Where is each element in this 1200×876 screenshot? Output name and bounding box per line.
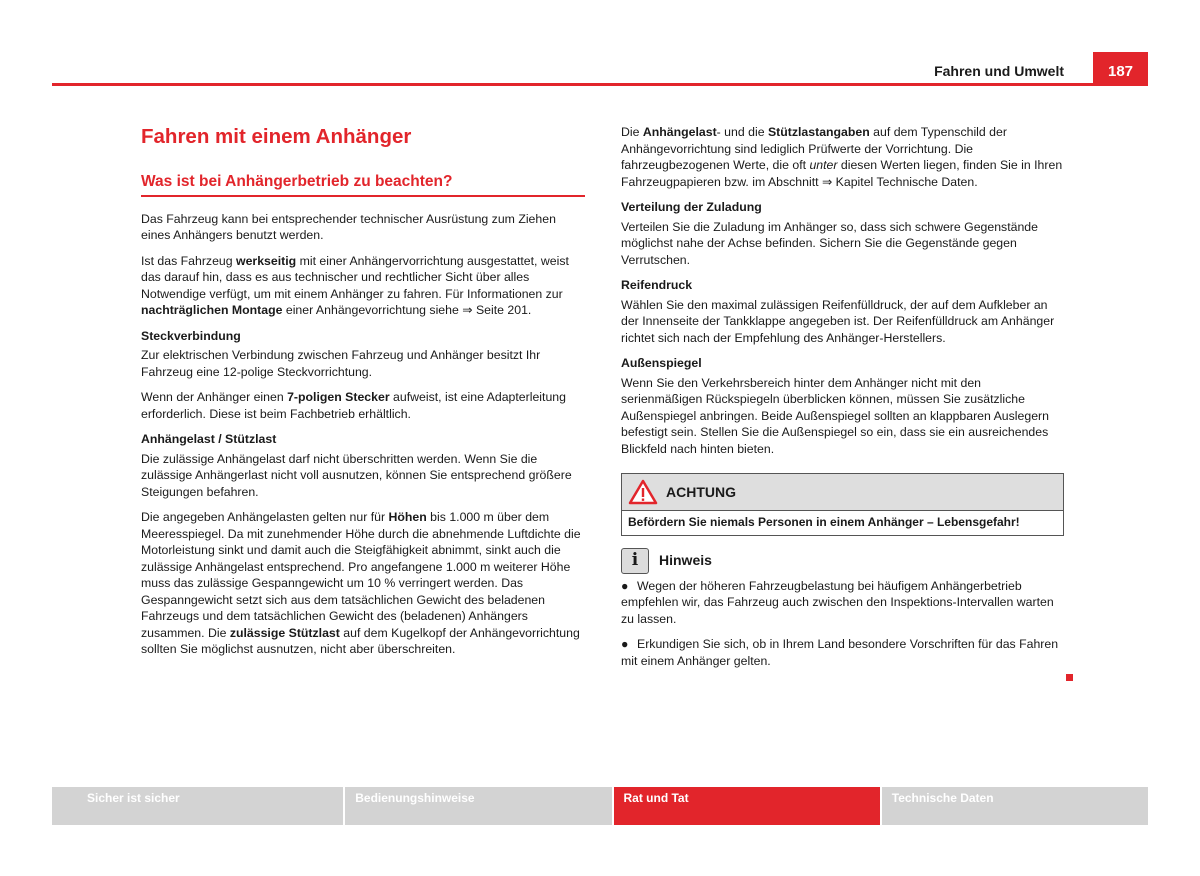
paragraph-reifendruck: Wählen Sie den maximal zulässigen Reifenfülldruck, der auf dem Aufkleber an der Innenseite der Tankklappe angegeben ist. Der Reifenfülldruck am Anhänger richtet sich nach der Empfehlung des Anhänger-Herstellers. <box>621 297 1055 345</box>
note-header <box>621 548 1064 574</box>
note-item-1: ● Wegen der höheren Fahrzeugbelastung bei häufigem Anhängerbetrieb empfehlen wir, das Fahrzeug auch zwischen den Inspektions-Intervallen warten zu lassen. <box>621 578 1054 626</box>
note-label: Hinweis <box>659 552 712 569</box>
paragraph-steckvorrichtung: Zur elektrischen Verbindung zwischen Fahrzeug und Anhänger besitzt Ihr Fahrzeug eine 12-polige Steckvorrichtung. <box>141 348 541 379</box>
footer-tab-rat-und-tat[interactable]: Rat und Tat <box>614 787 880 825</box>
header-rule <box>52 83 1148 86</box>
warning-triangle-icon <box>628 479 658 505</box>
paragraph-intro: Das Fahrzeug kann bei entsprechender technischer Ausrüstung zum Ziehen eines Anhängers benutzt werden. <box>141 211 556 242</box>
right-column <box>621 124 1064 678</box>
footer-tab-bedienung[interactable]: Bedienungshinweise <box>345 787 611 825</box>
paragraph-hoehen: Die angegeben Anhängelasten gelten nur für Höhen bis 1.000 m über dem Meeresspiegel. Da mit zunehmender Höhe durch die abnehmende Luftdichte die Motorleistung sinkt und damit auch die Steigfähigkeit abnimmt, sinkt auch die zulässige Anhängelast entsprechend. Pro angefangene 1.000 m weiterer Höhe muss das zulässige Gespanngewicht um 10 % verringert werden. Das Gespanngewicht setzt sich aus dem tatsächlichen Gewicht des beladenen Fahrzeugs und dem tatsächlichen Gewicht des (beladenen) Anhängers zusammen. Die zulässige Stützlast auf dem Kugelkopf der Anhängevorrichtung sollten Sie möglichst ausnutzen, nicht aber überschreiten. <box>141 510 581 656</box>
warning-box <box>621 473 1064 536</box>
heading-zuladung: Verteilung der Zuladung <box>621 200 762 214</box>
footer-tab-technische-daten[interactable]: Technische Daten <box>882 787 1148 825</box>
heading-steckverbindung: Steckverbindung <box>141 328 241 343</box>
bullet-icon: ● <box>621 578 629 593</box>
page-number: 187 <box>1093 52 1148 86</box>
header-section-title: Fahren und Umwelt <box>934 63 1064 79</box>
chapter-title: Fahren mit einem Anhänger <box>141 125 412 148</box>
heading-aussenspiegel: Außenspiegel <box>621 356 702 370</box>
paragraph-anhaengelast: Die zulässige Anhängelast darf nicht überschritten werden. Wenn Sie die zulässige Anhängerlast nicht voll ausnutzen, können Sie entsprechend größere Steigungen befahren. <box>141 451 572 499</box>
bullet-icon: ● <box>621 637 629 651</box>
note-item-2: ● Erkundigen Sie sich, ob in Ihrem Land besondere Vorschriften für das Fahren mit einem Anhänger gelten. <box>621 637 1059 668</box>
info-icon: i <box>621 548 649 574</box>
paragraph-aussenspiegel: Wenn Sie den Verkehrsbereich hinter dem Anhänger nicht mit den serienmäßigen Rückspiegeln überblicken können, müssen Sie zusätzliche Außenspiegel anbringen. Beide Außenspiegel sollten an klappbaren Auslegern befestigt sein. Stellen Sie die Außenspiegel so ein, dass sie ein ausreichendes Blickfeld nach hinten bieten. <box>621 375 1049 456</box>
paragraph-adapter: Wenn der Anhänger einen 7-poligen Stecker aufweist, ist eine Adapterleitung erforderlich. Diese ist beim Fachbetrieb erhältlich. <box>141 390 566 421</box>
heading-anhaengelast: Anhängelast / Stützlast <box>141 432 277 446</box>
warning-header <box>622 474 1063 510</box>
paragraph-werkseitig: Ist das Fahrzeug werkseitig mit einer Anhängervorrichtung ausgestattet, weist das darauf hin, dass es aus technischer und rechtlicher Sicht über alles Notwendige verfügt, um mit einem Anhänger zu fahren. Für Informationen zur nachträglichen Montage einer Anhängevorrichtung siehe ⇒ Seite 201. <box>141 253 569 317</box>
paragraph-typenschild: Die Anhängelast- und die Stützlastangaben auf dem Typenschild der Anhängevorrichtung sind lediglich Prüfwerte der Vorrichtung. Die fahrzeugbezogenen Werte, die oft unter diesen Werten liegen, finden Sie in Ihren Fahrzeugpapieren bzw. im Abschnitt ⇒ Kapitel Technische Daten. <box>621 125 1063 189</box>
warning-text: Befördern Sie niemals Personen in einem Anhänger – Lebensgefahr! <box>622 510 1063 535</box>
footer-tab-sicher[interactable]: Sicher ist sicher <box>52 787 343 825</box>
paragraph-zuladung: Verteilen Sie die Zuladung im Anhänger so, dass sich schwere Gegenstände möglichst nahe der Achse befinden. Sichern Sie die Gegenstände gegen Verrutschen. <box>621 219 1038 267</box>
section-end-marker <box>1066 674 1073 681</box>
left-column <box>141 124 585 667</box>
footer-nav <box>52 787 1148 825</box>
heading-reifendruck: Reifendruck <box>621 278 693 292</box>
section-title: Was ist bei Anhängerbetrieb zu beachten? <box>141 174 585 197</box>
warning-label: ACHTUNG <box>666 483 736 500</box>
